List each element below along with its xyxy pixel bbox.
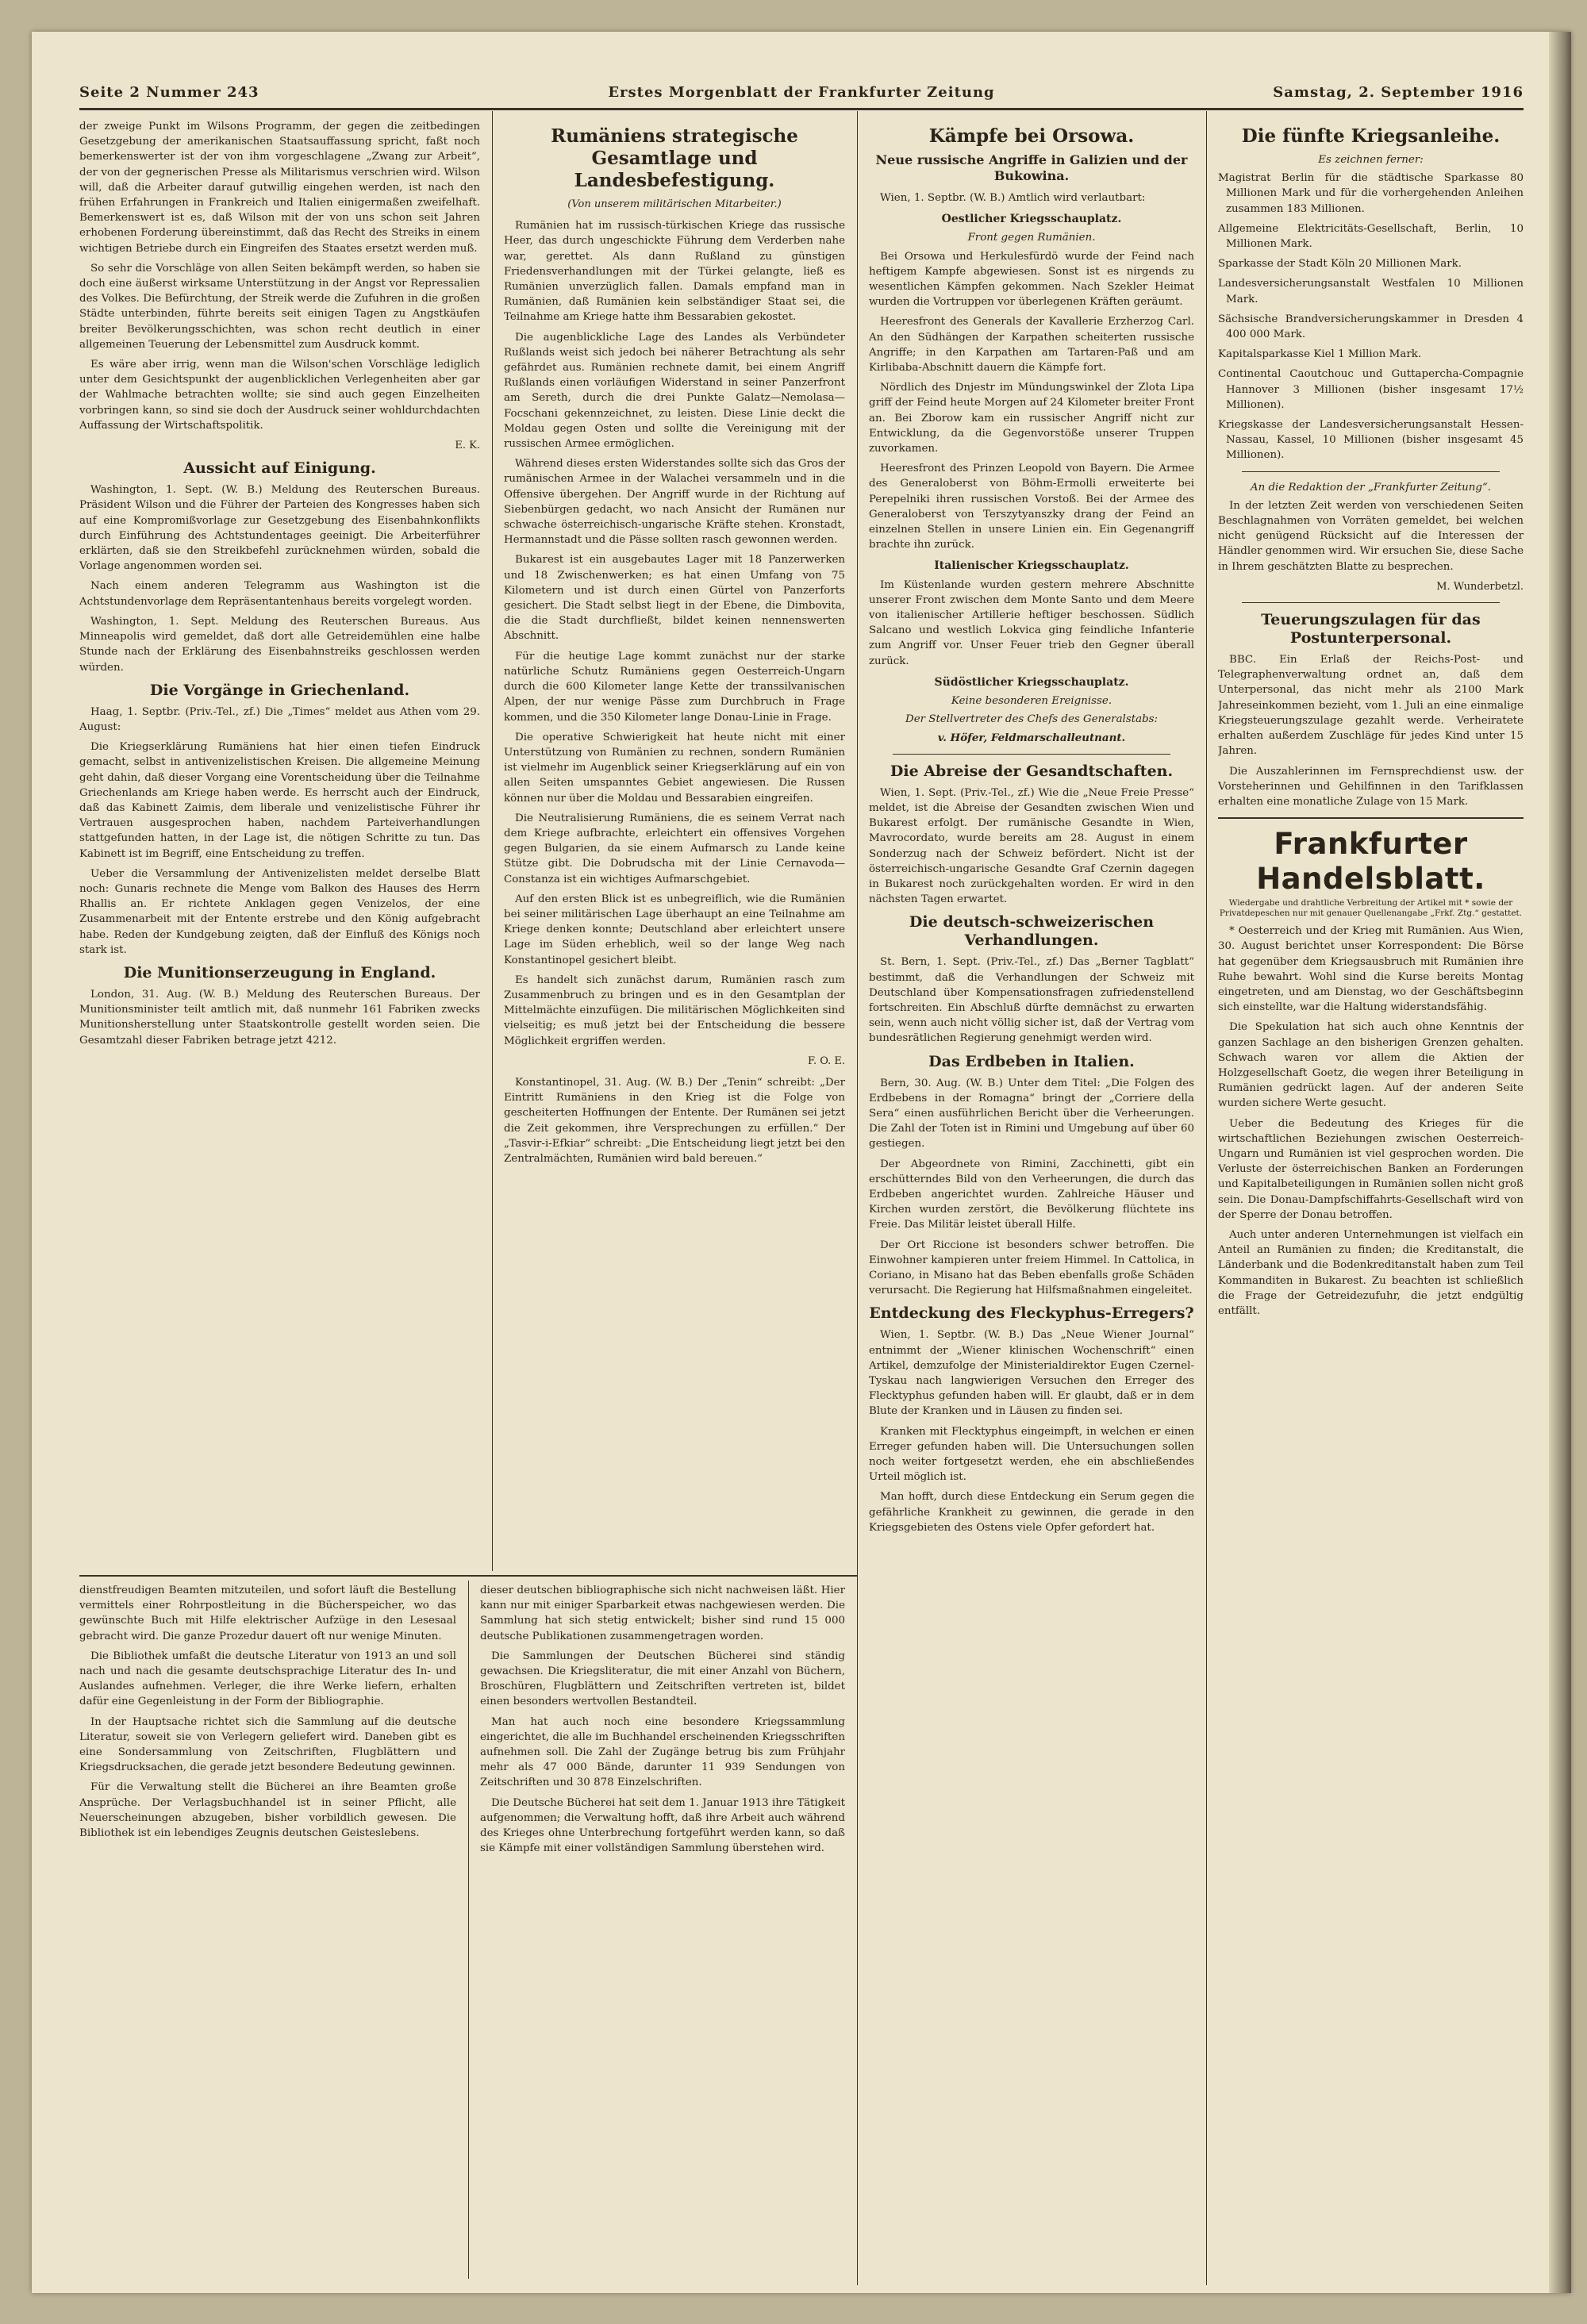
article-paragraph: Haag, 1. Septbr. (Priv.-Tel., zf.) Die „Times“ meldet aus Athen vom 29. August:: [79, 705, 480, 733]
separator: [893, 754, 1170, 755]
letter-heading: An die Redaktion der „Frankfurter Zeitung“.: [1250, 481, 1492, 494]
headline-schweiz: Die deutsch-schweizerischen Verhandlungen.: [909, 913, 1155, 950]
section-heading: Oestlicher Kriegsschauplatz.: [941, 213, 1122, 226]
column-rule: [492, 111, 493, 1571]
column-1: [79, 119, 480, 1571]
letter-signature: M. Wunderbetzl.: [1436, 580, 1524, 593]
article-paragraph: Der Ort Riccione ist besonders schwer betroffen. Die Einwohner kampieren unter freiem Himmel. In Cattolica, in Coriano, in Misano hat das Beben ebenfalls große Schäden verursacht. Die Regierung hat Hilfsmaßnahmen eingeleitet.: [869, 1239, 1194, 1297]
article-paragraph: Während dieses ersten Widerstandes sollte sich das Gros der rumänischen Armee in der Walachei versammeln und in die Offensive übergehen. Der Angriff wurde in der Richtung auf Siebenbürgen gedacht, wo nach Ansicht der Rumänen nur schwache österreichisch-ungarische Kräfte stehen. Kronstadt, Hermannstadt und die Pässe sollten rasch gewonnen werden.: [504, 458, 845, 547]
feuilleton-column-2: [480, 1583, 845, 2273]
masthead-rule: [79, 108, 1524, 110]
issue-date: Samstag, 2. September 1916: [1273, 84, 1524, 101]
article-paragraph: Es handelt sich zunächst darum, Rumänien rasch zum Zusammenbruch zu bringen und es in den Gesamtplan der Mittelmächte einzufügen. Die militärischen Möglichkeiten sind vielseitig; es muß jetzt bei der Entscheidung die bessere Möglichkeit ergriffen werden.: [504, 974, 845, 1047]
headline-post: Teuerungszulagen für das Postunterpersonal.: [1261, 611, 1481, 647]
article-paragraph: dieser deutschen bibliographische sich nicht nachweisen läßt. Hier kann nur mit einiger Sparbarkeit etwas nachgewiesen werden. Die Sammlung hat sich stetig entwickelt; bisher sind rund 15 000 deutsche Publikationen zusammengetragen worden.: [480, 1585, 845, 1642]
article-paragraph: Auf den ersten Blick ist es unbegreiflich, wie die Rumänien bei seiner militärischen Lage überhaupt an eine Teilnahme am Kriege denken konnte; Deutschland aber erleichtert unsere Lage im Süden erheblich, weil so der lange Weg nach Konstantinopel gesichert bleibt.: [504, 893, 845, 966]
article-paragraph: In der letzten Zeit werden von verschiedenen Seiten Beschlagnahmen von Vorräten gemeldet, bei welchen nicht genügend Rücksicht auf die Interessen der Händler genommen wird. Wir ersuchen Sie, diese Sache in Ihrem geschätzten Blatte zu besprechen.: [1218, 499, 1524, 573]
headline-griechenland: Die Vorgänge in Griechenland.: [149, 681, 410, 699]
article-paragraph: Bei Orsowa und Herkulesfürdö wurde der Feind nach heftigem Kampfe abgewiesen. Sonst ist es nirgends zu wesentlichen Kämpfen gekommen. Nach Szekler Heimat wurden die Vortruppen vor überlegenen Kräften geräumt.: [869, 250, 1194, 309]
list-item: Landesversicherungsanstalt Westfalen 10 Millionen Mark.: [1218, 278, 1524, 305]
subheadline-orsowa: Neue russische Angriffe in Galizien und der Bukowina.: [875, 152, 1188, 183]
article-paragraph: Man hat auch noch eine besondere Kriegssammlung eingerichtet, die alle im Buchhandel erscheinenden Kriegsschriften aufnehmen soll. Die Zahl der Zugänge betrug bis zum Frühjahr mehr als 47 000 Bände, darunter 11 939 Sendungen von Zeitschriften und 30 878 Einzelschriften.: [480, 1715, 845, 1789]
article-paragraph: Die Sammlungen der Deutschen Bücherei sind ständig gewachsen. Die Kriegsliteratur, die mit einer Anzahl von Büchern, Broschüren, Flugblättern und Zeitschriften vertreten ist, bildet einen besonders wertvollen Bestandteil.: [480, 1650, 845, 1708]
article-paragraph: Die operative Schwierigkeit hat heute nicht mit einer Unterstützung von Rumänien zu rechnen, sondern Rumänien ist vielmehr im Augenblick seiner Kriegserklärung auf ein von allen Seiten umspanntes Gebiet angewiesen. Die Russen können nur über die Moldau und Bessarabien eingreifen.: [504, 731, 845, 805]
article-paragraph: Die Neutralisierung Rumäniens, die es seinem Verrat nach dem Kriege aufbrachte, erleichtert ein offensives Vorgehen gegen Bulgarien, da sie einem Aufmarsch zu Lande keine Stütze gibt. Die Dobrudscha mit der Linie Cernavoda—Constanza ist ein wichtiges Aufmarschgebiet.: [504, 812, 845, 885]
headline-erdbeben: Das Erdbeben in Italien.: [928, 1052, 1135, 1070]
list-item: Kapitalsparkasse Kiel 1 Million Mark.: [1218, 348, 1422, 361]
section-heading: Südöstlicher Kriegsschauplatz.: [934, 675, 1129, 689]
author-signature: E. K.: [455, 440, 480, 452]
article-paragraph: Für die Verwaltung stellt die Bücherei an ihre Beamten große Ansprüche. Der Verlagsbuchhandel ist in seiner Pflicht, alle Neuerscheinungen abzugeben, bisher vorbildlich gewesen. Die Bibliothek ist ein lebendiges Zeugnis deutschen Geisteslebens.: [79, 1781, 456, 1840]
article-paragraph: Ueber die Versammlung der Antivenizelisten meldet derselbe Blatt noch: Gunaris rechnete die Menge vom Balkon des Hauses des Herrn Rhallis an. Er richtete Anklagen gegen Venizelos, der eine Zusammenarbeit mit der Entente erstrebe und den König aufgebracht habe. Reden der Kundgebung zeigten, daß der Einfluß des Königs noch stark ist.: [79, 867, 480, 956]
headline-abreise: Die Abreise der Gesandtschaften.: [890, 762, 1174, 780]
article-paragraph: Wien, 1. Sept. (Priv.-Tel., zf.) Wie die „Neue Freie Presse“ meldet, ist die Abreise der Gesandten zwischen Wien und Bukarest erfolgt. Der rumänische Gesandte in Wien, Mavrocordato, wurde bereits am 28. August in einem Sonderzug nach der Schweiz befördert. Nicht ist der österreichisch-ungarische Gesandte Graf Czernin dagegen in Bukarest noch zurückgehalten worden. Er wird in den nächsten Tagen erwartet.: [869, 786, 1194, 906]
section-heading: Italienischer Kriegsschauplatz.: [934, 559, 1129, 573]
headline-einigung: Aussicht auf Einigung.: [183, 459, 376, 478]
newspaper-title: Erstes Morgenblatt der Frankfurter Zeitung: [608, 84, 995, 101]
article-paragraph: Der Abgeordnete von Rimini, Zacchinetti, gibt ein erschütterndes Bild von den Verheerungen, die durch das Erdbeben angerichtet wurden. Zahlreiche Häuser und Kirchen wurden zerstört, die Bevölkerung flüchtete ins Freie. Das Militär leistet überall Hilfe.: [869, 1158, 1194, 1231]
article-paragraph: Kranken mit Flecktyphus eingeimpft, in welchen er einen Erreger gefunden haben will. Die Untersuchungen sollen noch weiter fortgesetzt werden, ehe ein abschließendes Urteil möglich ist.: [869, 1425, 1194, 1484]
list-item: Sächsische Brandversicherungskammer in Dresden 4 400 000 Mark.: [1218, 313, 1524, 341]
report-signature: v. Höfer, Feldmarschalleutnant.: [937, 731, 1126, 744]
author-signature: F. O. E.: [807, 1054, 845, 1067]
subscriber-list: [1218, 171, 1524, 463]
section-rule: [79, 1575, 857, 1577]
article-paragraph: * Oesterreich und der Krieg mit Rumänien. Aus Wien, 30. August berichtet unser Korrespondent: Die Börse hat gegenüber dem Kriegsausbruch mit Rumänien ihre Ruhe bewahrt. Wohl sind die Kurse bereits Montag eingetreten, und am Dienstag, wo der Geschäftsbeginn sich einstellte, war die Haltung widerstandsfähig.: [1218, 925, 1524, 1014]
article-paragraph: Die Spekulation hat sich auch ohne Kenntnis der ganzen Sachlage an den bisherigen Grenzen gehalten. Schwach waren vor allem die Aktien der Holzgesellschaft Goetz, die wegen ihrer Beteiligung in Rumänien gedrückt lagen. Auf der anderen Seite wurden sichere Werte gesucht.: [1218, 1021, 1524, 1110]
article-paragraph: Washington, 1. Sept. Meldung des Reuterschen Bureaus. Aus Minneapolis wird gemeldet, daß dort alle Getreidemühlen eine halbe Stunde nach der Erklärung des Eisenbahnstreiks geschlossen werden würden.: [79, 615, 480, 674]
reprint-notice: Wiedergabe und drahtliche Verbreitung der Artikel mit * sowie der Privatdepeschen nur mit genauer Quellenangabe „Frkf. Ztg.“ gestattet.: [1219, 898, 1523, 919]
headline-orsowa: Kämpfe bei Orsowa.: [928, 125, 1135, 147]
separator: [1242, 471, 1500, 472]
column-rule: [1206, 111, 1207, 2285]
article-paragraph: Rumänien hat im russisch-türkischen Kriege das russische Heer, das durch ungeschickte Führung dem Verderben nahe war, gerettet. Als dann Rußland zu günstigen Friedensverhandlungen mit der Türkei gelangte, ließ es Rumänien unverzüglich fallen. Damals empfand man in Rumänien, daß Rumänien kein selbständiger Staat sei, die Teilnahme am Kriege hatte ihm Bessarabien gekostet.: [504, 220, 845, 324]
column-rule: [468, 1581, 469, 2279]
list-item: Magistrat Berlin für die städtische Sparkasse 80 Millionen Mark und für die vorhergehenden Anleihen zusammen 183 Millionen.: [1218, 172, 1524, 215]
column-rule: [857, 111, 858, 2285]
article-paragraph: St. Bern, 1. Sept. (Priv.-Tel., zf.) Das „Berner Tagblatt“ bestimmt, daß die Verhandlungen der Schweiz mit Deutschland über Kompensationsfragen zufriedenstellend fortschreiten. Ein Abschluß dürfte demnächst zu erwarten sein, wenn auch nicht völlig sicher ist, daß der Vertrag vom bundesrätlichen Regierung genehmigt werden wird.: [869, 956, 1194, 1045]
column-2: [504, 119, 845, 1571]
article-paragraph: Bern, 30. Aug. (W. B.) Unter dem Titel: „Die Folgen des Erdbebens in der Romagna“ bringt der „Corriere della Sera“ einen ausführlichen Bericht über die Verheerungen. Die Zahl der Toten ist in Rimini und Umgebung auf über 60 gestiegen.: [869, 1077, 1194, 1150]
headline-rumaenien: Rumäniens strategische Gesamtlage und Landesbefestigung.: [551, 125, 798, 191]
article-paragraph: London, 31. Aug. (W. B.) Meldung des Reuterschen Bureaus. Der Munitionsminister teilt amtlich mit, daß nunmehr 161 Fabriken zwecks Munitionsherstellung unter Staatskontrolle gestellt worden seien. Die Gesamtzahl dieser Fabriken betrage jetzt 4212.: [79, 988, 480, 1047]
article-paragraph: Ueber die Bedeutung des Krieges für die wirtschaftlichen Beziehungen zwischen Oesterreich-Ungarn und Rumänien ist viel gesprochen worden. Die Verluste der österreichischen Banken an Forderungen und Kapitalbeteiligungen in Rumänien sollen nicht groß sein. Die Donau-Dampfschiffahrts-Gesellschaft wird von der Sperre der Donau betroffen.: [1218, 1117, 1524, 1221]
binding-edge: [1549, 32, 1571, 2293]
article-paragraph: Die Bibliothek umfaßt die deutsche Literatur von 1913 an und soll nach und nach die gesamte deutschsprachige Literatur des In- und Auslandes aufnehmen. Verleger, die ihre Werke liefern, erhalten dafür eine Gegenleistung in der Form der Bibliographie.: [79, 1650, 456, 1708]
list-item: Kriegskasse der Landesversicherungsanstalt Hessen-Nassau, Kassel, 10 Millionen (bisher insgesamt 45 Millionen).: [1218, 419, 1524, 462]
handelsblatt-title: Frankfurter Handelsblatt.: [1256, 827, 1485, 897]
article-paragraph: So sehr die Vorschläge von allen Seiten bekämpft werden, so haben sie doch eine äußerst wirksame Unterstützung in der Angst vor Repressalien des Volkes. Die Befürchtung, der Streik werde die Zufuhren in die großen Städte unterbinden, führte bereits seit einigen Tagen zu Angstkäufen breiter Bevölkerungsschichten, was schon recht deutlich in einer allgemeinen Teuerung der Lebensmittel zum Ausdruck kommt.: [79, 262, 480, 351]
headline-flecktyphus: Entdeckung des Fleckyphus-Erregers?: [869, 1304, 1194, 1323]
article-paragraph: Die Auszahlerinnen im Fernsprechdienst usw. der Vorsteherinnen und Gehilfinnen in den Tarifklassen erhalten eine monatliche Zulage von 15 Mark.: [1218, 765, 1524, 808]
article-paragraph: Washington, 1. Sept. (W. B.) Meldung des Reuterschen Bureaus. Präsident Wilson und die Führer der Parteien des Kongresses haben sich auf eine Kompromißvorlage zur Gesetzgebung des Eisenbahnkonflikts durch Einführung des Achtstundentages geeinigt. Die Arbeiterführer erklärten, daß sie den Streikbefehl zurücknehmen würden, sobald die Vorlage angenommen worden sei.: [79, 484, 480, 573]
list-item: Continental Caoutchouc und Guttapercha-Compagnie Hannover 3 Millionen (bisher insgesamt 17½ Millionen).: [1218, 368, 1524, 411]
article-paragraph: dienstfreudigen Beamten mitzuteilen, und sofort läuft die Bestellung vermittels einer Rohrpostleitung in die Bücherspeicher, wo das gewünschte Buch mit Hilfe elektrischer Aufzüge in den Lesesaal gebracht wird. Die ganze Prozedur dauert oft nur wenige Minuten.: [79, 1585, 456, 1642]
article-paragraph: Konstantinopel, 31. Aug. (W. B.) Der „Tenin“ schreibt: „Der Eintritt Rumäniens in den Krieg ist die Folge von gescheiterten Hoffnungen der Entente. Der Rumänen sei jetzt die Zeit gekommen, ihre Versprechungen zu erfüllen.“ Der „Tasvir-i-Efkiar“ schreibt: „Die Entscheidung liegt jetzt bei den Zentralmächten, Rumänien wird bald bereuen.“: [504, 1076, 845, 1165]
separator: [1242, 602, 1500, 603]
article-paragraph: Wien, 1. Septbr. (W. B.) Amtlich wird verlautbart:: [880, 192, 1146, 204]
article-paragraph: Die Kriegserklärung Rumäniens hat hier einen tiefen Eindruck gemacht, selbst in antivenizelistischen Kreisen. Die allgemeine Meinung geht dahin, daß dieser Vorgang eine Vorentscheidung über die Teilnahme Griechenlands am Kriege haben werde. Es herrscht auch der Eindruck, daß das Kabinett Zaimis, dem liberale und venizelistische Führer ihr Vertrauen ausgesprochen haben, nachdem Parteiverhandlungen stattgefunden hatten, in der Lage ist, die nötigen Schritte zu tun. Das Kabinett ist im Begriff, eine Entscheidung zu treffen.: [79, 741, 480, 860]
article-paragraph: Die Deutsche Bücherei hat seit dem 1. Januar 1913 ihre Tätigkeit aufgenommen; die Verwaltung hofft, daß ihre Arbeit auch während des Krieges ohne Unterbrechung fortgeführt werden kann, so daß sie Kämpfe mit einer vollständigen Sammlung überstehen wird.: [480, 1796, 845, 1855]
article-paragraph: Die augenblickliche Lage des Landes als Verbündeter Rußlands weist sich jedoch bei näherer Betrachtung als sehr gefährdet aus. Rumänien rechnete damit, bei einem Angriff Rußlands einen vorläufigen Widerstand in seiner Panzerfront am Sereth, durch die drei Punkte Galatz—Nemolasa—Focschani gekennzeichnet, zu leisten. Diese Linie deckt die Moldau gegen Osten und sollte die Vereinigung mit der russischen Armee ermöglichen.: [504, 331, 845, 451]
article-paragraph: Auch unter anderen Unternehmungen ist vielfach ein Anteil an Rumänien zu finden; die Kreditanstalt, die Länderbank und die Bodenkreditanstalt haben zum Teil Kommanditen in Bukarest. Zu beachten ist schließlich die Frage der Getreidezufuhr, die jetzt endgültig entfällt.: [1218, 1228, 1524, 1317]
article-paragraph: der zweige Punkt im Wilsons Programm, der gegen die zeitbedingen Gesetzgebung der amerikanischen Staatsauffassung spricht, faßt noch bemerkenswerter ist der von ihm vorgeschlagene „Zwang zur Arbeit“, der von der gegnerischen Presse als Militarismus verschrien wird. Wilson will, daß die Arbeiter darauf gutwillig eingehen werden, ist nach den frühen Erfahrungen in Frankreich und Italien einigermaßen zweifelhaft. Bemerkenswert ist es, daß Wilson mit der von uns schon seit Jahren erhobenen Forderung übereinstimmt, daß das Recht des Streiks in einem wichtigen Betriebe durch ein Eingreifen des Staates ersetzt werden muß.: [79, 121, 480, 255]
list-intro: Es zeichnen ferner:: [1318, 154, 1424, 166]
article-paragraph: Es wäre aber irrig, wenn man die Wilson'schen Vorschläge lediglich unter dem Gesichtspunkt der augenblicklichen Verlegenheiten aber gar der Wahlmache betrachten wollte; sie sind auch gegen Einzelheiten vorbringen kann, so sind sie doch der Ausdruck seiner wohldurchdachten Auffassung der Wirtschaftspolitik.: [79, 359, 480, 432]
column-3: [869, 119, 1194, 2277]
report-attribution: Der Stellvertreter des Chefs des Generalstabs:: [905, 713, 1159, 726]
article-paragraph: Man hofft, durch diese Entdeckung ein Serum gegen die gefährliche Krankheit zu gewinnen, die gerade in den Kriegsgebieten des Ostens viele Opfer gefordert hat.: [869, 1491, 1194, 1534]
article-paragraph: Im Küstenlande wurden gestern mehrere Abschnitte unserer Front zwischen dem Monte Santo und dem Meere von italienischer Artillerie heftiger beschossen. Südlich Salcano und westlich Lokvica ging feindliche Infanterie zum Angriff vor. Unser Feuer trieb den Gegner überall zurück.: [869, 578, 1194, 667]
article-paragraph: Nördlich des Dnjestr im Mündungswinkel der Zlota Lipa griff der Feind heute Morgen auf 24 Kilometer breiter Front an. Bei Zborow kam ein russischer Angriff nicht zur Entwicklung, da die Gegenvorstöße unserer Truppen zuvorkamen.: [869, 382, 1194, 455]
section-subheading: Front gegen Rumänien.: [967, 232, 1096, 244]
article-paragraph: In der Hauptsache richtet sich die Sammlung auf die deutsche Literatur, soweit sie von Verlegern geliefert wird. Daneben gibt es eine Sondersammlung von Zeitschriften, Flugblättern und Kriegsdrucksachen, die gerade jetzt besondere Bedeutung gewinnen.: [79, 1715, 456, 1774]
separator: [1218, 817, 1524, 819]
article-paragraph: Nach einem anderen Telegramm aus Washington ist die Achtstundenvorlage dem Repräsentantenhaus bereits vorgelegt worden.: [79, 580, 480, 608]
article-paragraph: Heeresfront des Generals der Kavallerie Erzherzog Carl. An den Südhängen der Karpathen scheiterten russische Angriffe; in den Karpathen am Tartaren-Paß und am Kirlibaba-Abschnitt dauern die Kämpfe fort.: [869, 316, 1194, 375]
article-paragraph: Keine besonderen Ereignisse.: [951, 695, 1112, 708]
page-number: Seite 2 Nummer 243: [79, 84, 259, 101]
list-item: Allgemeine Elektricitäts-Gesellschaft, Berlin, 10 Millionen Mark.: [1218, 222, 1524, 251]
article-paragraph: Für die heutige Lage kommt zunächst nur der starke natürliche Schutz Rumäniens gegen Oesterreich-Ungarn durch die 600 Kilometer lange Kette der transsilvanischen Alpen, der nur wenige Pässe zum Durchbruch in Frage kommen, und die 350 Kilometer lange Donau-Linie in Frage.: [504, 650, 845, 724]
column-4: [1218, 119, 1524, 2277]
article-paragraph: Wien, 1. Septbr. (W. B.) Das „Neue Wiener Journal“ entnimmt der „Wiener klinischen Wochenschrift“ einen Artikel, demzufolge der Ministerialdirektor Eugen Czernel-Tyskau nach langwierigen Versuchen den Erreger des Flecktyphus gefunden haben will. Er glaubt, daß er in dem Blute der Kranken und in Läusen zu finden sei.: [869, 1329, 1194, 1418]
list-item: Sparkasse der Stadt Köln 20 Millionen Mark.: [1218, 258, 1462, 271]
masthead: [79, 79, 1524, 108]
article-paragraph: BBC. Ein Erlaß der Reichs-Post- und Telegraphenverwaltung ordnet an, daß dem Unterpersonal, das nicht mehr als 2100 Mark Jahreseinkommen bezieht, vom 1. Juli an eine einmalige Kriegsteuerungszulage gezahlt werde. Verheiratete erhalten außerdem Zuschläge für jedes Kind unter 15 Jahren.: [1218, 654, 1524, 758]
feuilleton-column-1: [79, 1583, 456, 2273]
article-paragraph: Bukarest ist ein ausgebautes Lager mit 18 Panzerwerken und 18 Zwischenwerken; es hat einen Umfang von 75 Kilometern und ist durch einen Gürtel von Panzerforts gesichert. Die Stadt selbst liegt in der Ebene, die Dimbovita, die die Stadt durchfließt, bildet keinen nennenswerten Abschnitt.: [504, 554, 845, 643]
headline-kriegsanleihe: Die fünfte Kriegsanleihe.: [1241, 125, 1501, 147]
byline: (Von unserem militärischen Mitarbeiter.): [567, 198, 782, 210]
article-paragraph: Heeresfront des Prinzen Leopold von Bayern. Die Armee des Generaloberst von Böhm-Ermolli erweiterte bei Perepelniki ihren russischen Vorstoß. Bei der Armee des Generaloberst von Terszytyanszky drang der Feind an einzelnen Stellen in unsere Linien ein. Ein Gegenangriff brachte ihn zurück.: [869, 463, 1194, 551]
headline-munition: Die Munitionserzeugung in England.: [123, 963, 436, 981]
